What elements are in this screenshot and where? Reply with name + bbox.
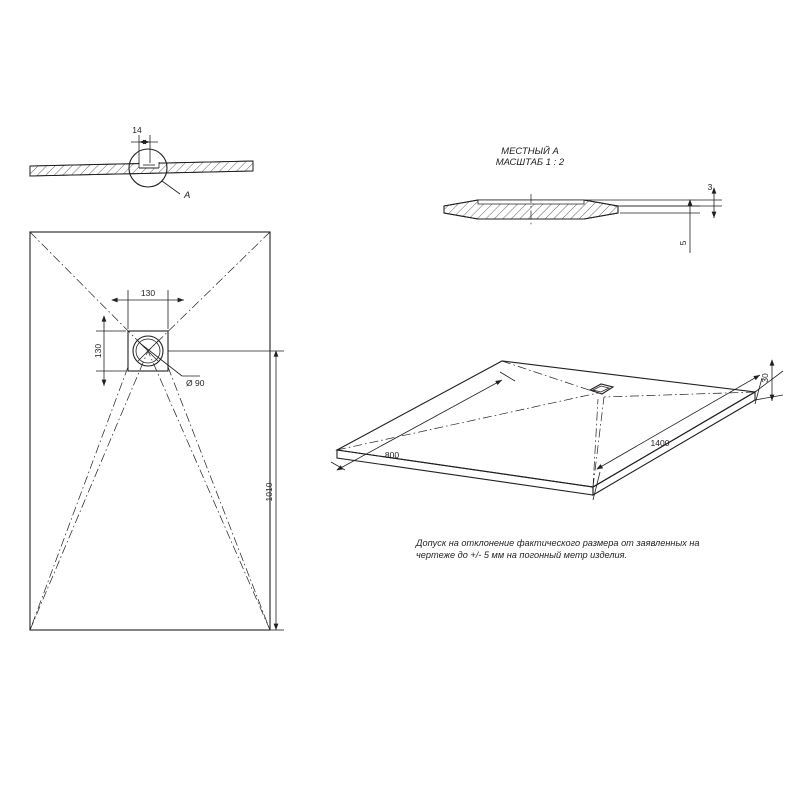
dim-iso-width-value: 800: [384, 450, 400, 460]
dim-detail-step-value: 3: [707, 182, 713, 192]
tolerance-note-line1: Допуск на отклонение фактического размера от заявленных на: [416, 538, 700, 548]
detail-scale: МАСШТАБ 1 : 2: [495, 157, 565, 168]
dim-drain-height-value: 130: [93, 343, 103, 359]
iso-drain: [590, 384, 613, 394]
dim-edge-thickness: [131, 125, 158, 164]
dim-iso-height-value: 30: [760, 373, 770, 383]
dim-drain-diameter-value: Ø 90: [186, 378, 205, 388]
dim-detail-height: [614, 200, 700, 253]
iso-front-face: [337, 450, 593, 495]
isometric-view: [331, 360, 783, 500]
dim-edge-thickness-value: 14: [132, 125, 142, 135]
iso-right-face: [593, 392, 755, 495]
dim-iso-width: [331, 372, 515, 470]
section-drain-notch: [139, 162, 159, 168]
iso-slope-lines: [337, 361, 755, 487]
dim-drain-height: [93, 316, 126, 386]
dim-plan-length-value: 1010: [264, 482, 274, 502]
dim-iso-height: [755, 360, 783, 401]
dim-drain-width-value: 130: [140, 288, 156, 298]
section-view: [30, 125, 253, 201]
dim-drain-width: [112, 288, 184, 329]
detail-title: МЕСТНЫЙ А: [501, 146, 559, 157]
tolerance-note: [415, 538, 700, 560]
detail-view-a: [444, 145, 722, 253]
dim-detail-height-value: 5: [678, 240, 688, 246]
dim-plan-length: [168, 351, 284, 630]
iso-top-face: [337, 361, 755, 487]
tolerance-note-line2: чертеже до +/- 5 мм на погонный метр изделия.: [416, 550, 628, 560]
dim-iso-length-value: 1400: [650, 438, 670, 448]
detail-callout-label: A: [184, 190, 191, 201]
plan-view: [30, 232, 284, 630]
detail-callout-leader: [162, 181, 180, 194]
